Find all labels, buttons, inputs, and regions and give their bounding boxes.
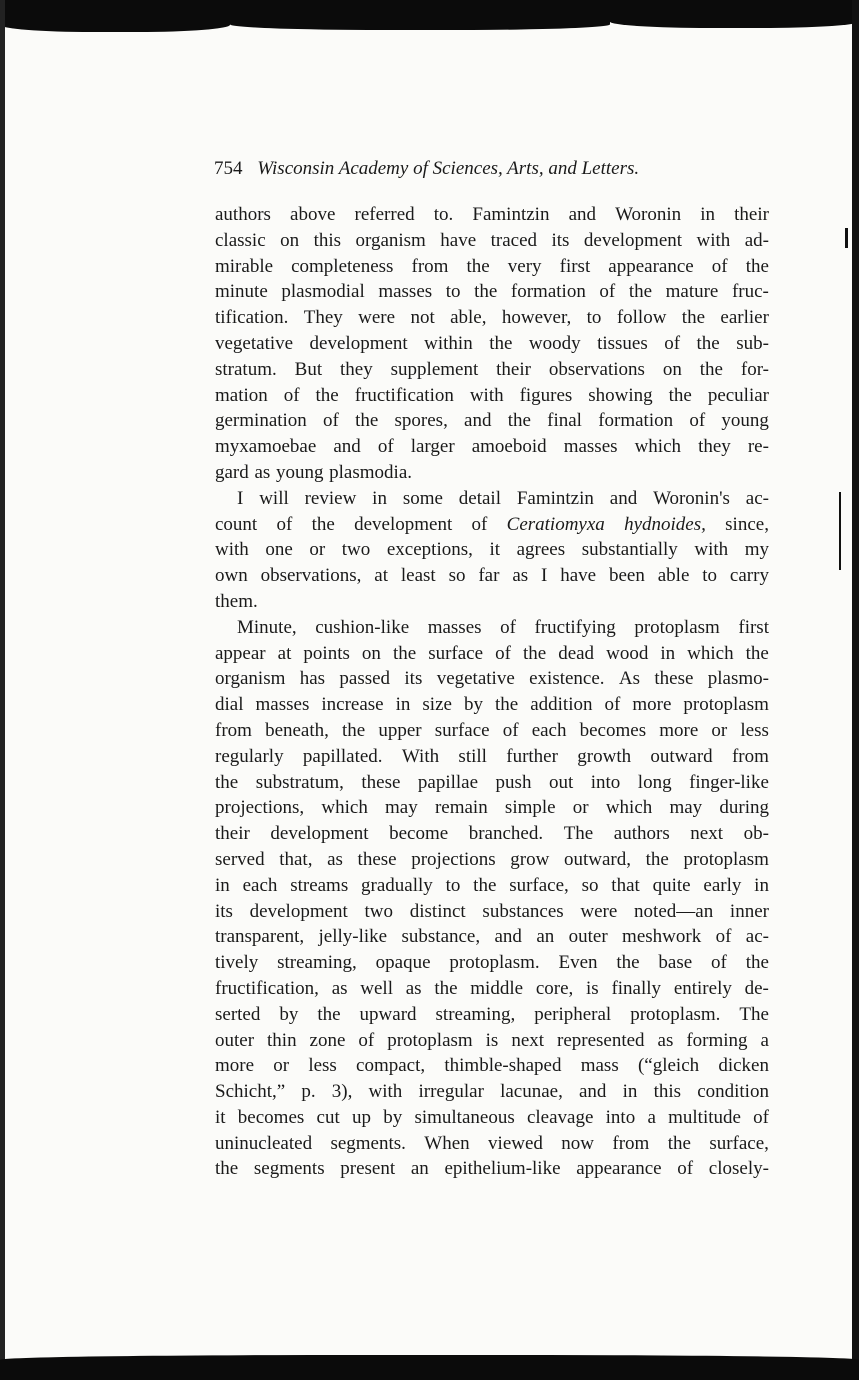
- text-line: Minute, cushion-like masses of fructifying protoplasm first: [237, 616, 769, 638]
- text-line: myxamoebae and of larger amoeboid masses which they re-: [215, 436, 769, 458]
- text-line: their development become branched. The authors next ob-: [215, 823, 769, 845]
- text-line: count of the development of Ceratiomyxa hydnoides, since,: [215, 513, 769, 535]
- scan-border-bottom: [0, 1362, 859, 1380]
- text-line: the segments present an epithelium-like appearance of closely-: [215, 1158, 769, 1180]
- scan-border-right: [852, 0, 859, 1380]
- scan-border-top-shadow: [230, 16, 610, 30]
- body-text: [215, 202, 769, 1182]
- text-line: dial masses increase in size by the addition of more protoplasm: [215, 694, 769, 716]
- text-line: more or less compact, thimble-shaped mass (“gleich dicken: [215, 1055, 769, 1077]
- text-line: served that, as these projections grow outward, the protoplasm: [215, 848, 769, 870]
- text-line: in each streams gradually to the surface, so that quite early in: [215, 874, 769, 896]
- text-line: them.: [215, 590, 258, 612]
- text-line: tification. They were not able, however, to follow the earlier: [215, 307, 769, 329]
- text-line: outer thin zone of protoplasm is next represented as forming a: [215, 1029, 769, 1051]
- margin-mark: [839, 492, 841, 570]
- text-line: authors above referred to. Famintzin and Woronin in their: [215, 204, 769, 225]
- text-line: minute plasmodial masses to the formation of the mature fruc-: [215, 281, 769, 303]
- text-line: I will review in some detail Famintzin and Woronin's ac-: [237, 487, 769, 509]
- scan-border-top-shadow: [610, 12, 859, 28]
- text-line: appear at points on the surface of the dead wood in which the: [215, 642, 769, 664]
- text-line: transparent, jelly-like substance, and an outer meshwork of ac-: [215, 926, 769, 948]
- text-line: mirable completeness from the very first appearance of the: [215, 255, 769, 277]
- text-line: it becomes cut up by simultaneous cleavage into a multitude of: [215, 1106, 769, 1128]
- text-line: own observations, at least so far as I have been able to carry: [215, 565, 769, 587]
- text-line: with one or two exceptions, it agrees substantially with my: [215, 539, 769, 561]
- margin-mark: [845, 228, 848, 248]
- running-header: [214, 158, 774, 180]
- text-line: projections, which may remain simple or which may during: [215, 797, 769, 819]
- text-line: classic on this organism have traced its development with ad-: [215, 229, 769, 251]
- text-line: germination of the spores, and the final formation of young: [215, 410, 769, 432]
- text-line: regularly papillated. With still further growth outward from: [215, 745, 769, 767]
- text-line: from beneath, the upper surface of each becomes more or less: [215, 719, 769, 741]
- scan-border-top-shadow: [0, 14, 230, 32]
- scan-border-left: [0, 0, 5, 1380]
- text-line: serted by the upward streaming, peripheral protoplasm. The: [215, 1003, 769, 1025]
- text-line: Schicht,” p. 3), with irregular lacunae, and in this condition: [215, 1081, 769, 1103]
- text-line: fructification, as well as the middle core, is finally entirely de-: [215, 977, 769, 999]
- text-line: mation of the fructification with figures showing the peculiar: [215, 384, 769, 406]
- paragraph: [215, 615, 769, 1183]
- text-line: vegetative development within the woody tissues of the sub-: [215, 332, 769, 354]
- text-line: tively streaming, opaque protoplasm. Even the base of the: [215, 952, 769, 974]
- text-line: uninucleated segments. When viewed now from the surface,: [215, 1132, 769, 1154]
- running-title: Wisconsin Academy of Sciences, Arts, and Letters.: [257, 158, 640, 179]
- text-line: its development two distinct substances were noted—an inner: [215, 900, 769, 922]
- text-line: stratum. But they supplement their observations on the for-: [215, 358, 769, 380]
- page-number: 754: [214, 158, 243, 179]
- paragraph: [215, 202, 769, 486]
- text-line: organism has passed its vegetative existence. As these plasmo-: [215, 668, 769, 690]
- paragraph: [215, 486, 769, 615]
- text-line: the substratum, these papillae push out into long finger-like: [215, 771, 769, 793]
- text-line: gard as young plasmodia.: [215, 461, 413, 483]
